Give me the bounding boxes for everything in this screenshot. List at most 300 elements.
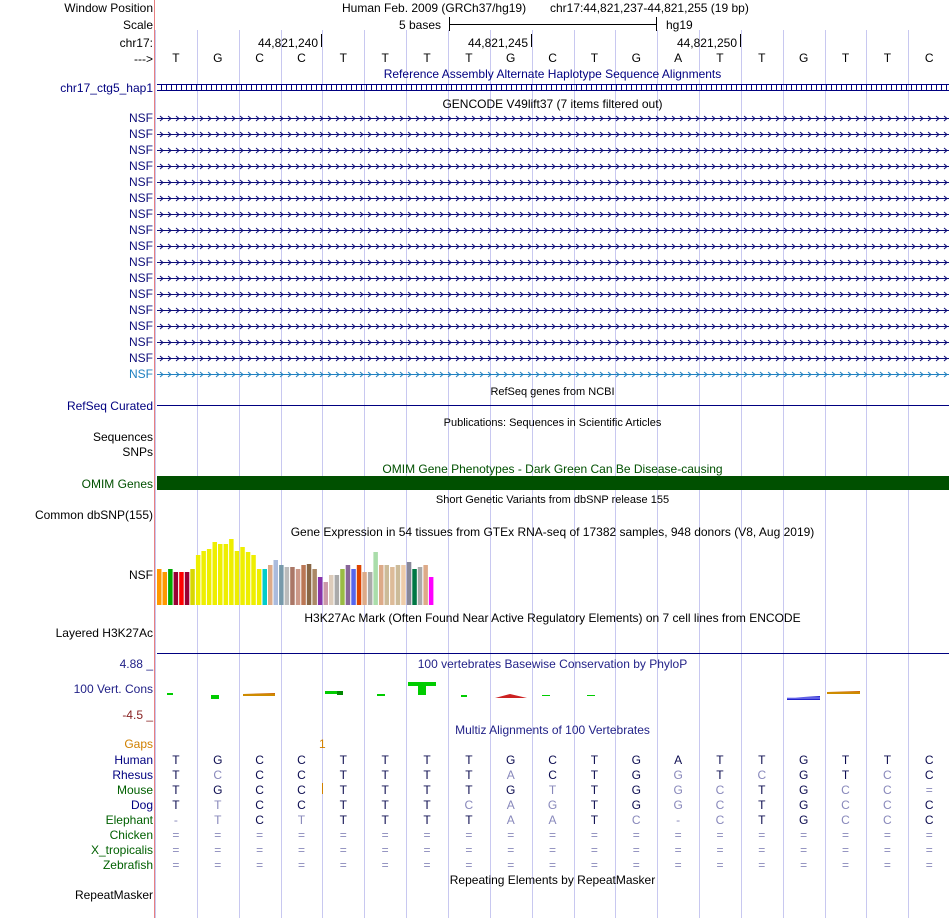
species-label[interactable]: Elephant: [105, 813, 153, 827]
alignment-base: A: [506, 768, 515, 782]
alignment-base: G: [631, 753, 641, 767]
gtex-tissue-bar: [257, 569, 262, 605]
alignment-base: G: [799, 783, 809, 797]
alignment-base: A: [548, 813, 557, 827]
alignment-base: C: [548, 768, 557, 782]
gtex-tissue-bar: [229, 539, 234, 605]
alignment-base: =: [716, 828, 724, 842]
alignment-base: -: [173, 813, 178, 827]
species-label[interactable]: X_tropicalis: [90, 843, 153, 857]
gtex-tissue-bar: [346, 565, 351, 605]
alignment-base: =: [507, 828, 515, 842]
alignment-base: =: [465, 828, 473, 842]
alignment-base: T: [214, 798, 222, 812]
phylop-score: [542, 695, 550, 696]
phylop-score: [211, 695, 219, 699]
alignment-base: T: [339, 753, 347, 767]
gtex-tissue-bar: [213, 542, 218, 605]
alignment-base: T: [381, 768, 389, 782]
reference-base: T: [716, 51, 724, 65]
alignment-base: T: [716, 753, 724, 767]
alignment-base: C: [841, 783, 850, 797]
alignment-base: T: [590, 768, 599, 782]
gtex-tissue-bar: [379, 565, 384, 605]
gencode-item-label[interactable]: NSF: [129, 239, 153, 253]
alignment-base: T: [172, 753, 180, 767]
alignment-base: =: [423, 828, 431, 842]
strand-arrow: --->: [134, 52, 153, 66]
alignment-base: T: [758, 753, 766, 767]
alignment-base: =: [297, 858, 305, 872]
refseq-title: RefSeq genes from NCBI: [490, 386, 615, 398]
alignment-base: C: [255, 768, 264, 782]
gencode-item-label[interactable]: NSF: [129, 367, 153, 381]
alignment-base: =: [842, 858, 850, 872]
alignment-base: =: [214, 828, 222, 842]
alignment-base: G: [673, 768, 683, 782]
gencode-item-label[interactable]: NSF: [129, 271, 153, 285]
alignment-base: T: [381, 798, 389, 812]
gencode-transcript[interactable]: [157, 147, 949, 154]
alignment-base: =: [674, 858, 682, 872]
alignment-base: =: [758, 858, 766, 872]
species-label[interactable]: Human: [114, 753, 153, 767]
alignment-base: =: [214, 843, 222, 857]
publications-title: Publications: Sequences in Scientific Articles: [443, 417, 662, 429]
alignment-base: T: [423, 798, 431, 812]
alignment-base: =: [549, 828, 557, 842]
alignment-base: =: [800, 828, 808, 842]
reference-base: T: [758, 51, 766, 65]
gtex-tissue-bar: [290, 567, 295, 605]
phylop-score: [587, 695, 595, 696]
repeatmasker-label[interactable]: RepeatMasker: [74, 888, 153, 902]
gtex-tissue-bar: [196, 555, 201, 605]
alignment-base: G: [799, 768, 809, 782]
gtex-tissue-bar: [418, 567, 423, 605]
gencode-item-label[interactable]: NSF: [129, 191, 153, 205]
gtex-tissue-bar: [190, 569, 195, 605]
alignment-base: T: [465, 783, 473, 797]
alt-haplo-title: Reference Assembly Alternate Haplotype Sequence Alignments: [383, 67, 722, 81]
alignment-base: =: [549, 843, 557, 857]
reference-base: T: [465, 51, 473, 65]
gtex-tissue-bar: [179, 572, 184, 605]
alignment-base: =: [381, 843, 389, 857]
alignment-base: =: [214, 858, 222, 872]
alignment-base: =: [465, 858, 473, 872]
refseq-line[interactable]: [157, 405, 949, 406]
gencode-item-label[interactable]: NSF: [129, 143, 153, 157]
gencode-transcript[interactable]: [157, 115, 949, 122]
alignment-base: G: [799, 753, 809, 767]
alignment-base: =: [716, 843, 724, 857]
ruler-tick-label: 44,821,240: [257, 36, 318, 50]
h3k27ac-signal-line: [157, 653, 949, 654]
alignment-base: =: [758, 828, 766, 842]
reference-base: C: [255, 51, 264, 65]
gencode-transcript[interactable]: [157, 355, 949, 362]
alignment-base: T: [716, 768, 724, 782]
gencode-transcript[interactable]: [157, 291, 949, 298]
reference-base: G: [213, 51, 223, 65]
species-label[interactable]: Mouse: [116, 783, 153, 797]
gencode-item-label[interactable]: NSF: [129, 159, 153, 173]
alt-haplo-label[interactable]: chr17_ctg5_hap1: [60, 81, 153, 95]
alignment-base: T: [339, 813, 347, 827]
alignment-base: C: [297, 768, 306, 782]
gencode-item-label[interactable]: NSF: [129, 223, 153, 237]
scale-db: hg19: [666, 18, 693, 32]
gencode-transcript[interactable]: [157, 243, 949, 250]
alignment-base: T: [590, 783, 599, 797]
alignment-base: C: [883, 783, 892, 797]
alignment-base: T: [339, 768, 347, 782]
gtex-tissue-bar: [390, 567, 395, 605]
alignment-base: =: [507, 858, 515, 872]
alignment-base: C: [924, 768, 934, 782]
alignment-base: C: [841, 813, 850, 827]
gencode-item-label[interactable]: NSF: [129, 319, 153, 333]
alignment-base: =: [883, 843, 891, 857]
alignment-base: T: [758, 798, 766, 812]
scale-label: Scale: [122, 18, 153, 32]
alignment-base: C: [715, 783, 725, 797]
alignment-base: T: [465, 813, 473, 827]
alignment-base: C: [255, 783, 264, 797]
publications-snps-label[interactable]: SNPs: [122, 445, 153, 459]
alignment-base: T: [423, 783, 431, 797]
chrom-label: chr17:: [119, 36, 153, 50]
alignment-base: T: [465, 768, 473, 782]
reference-base: T: [423, 51, 431, 65]
gtex-title: Gene Expression in 54 tissues from GTEx RNA-seq of 17382 samples, 948 donors (V8, Aug 2019): [290, 525, 815, 539]
scale-bar: [449, 17, 657, 31]
reference-base: T: [381, 51, 389, 65]
alignment-base: =: [381, 858, 389, 872]
gencode-transcript[interactable]: [157, 323, 949, 330]
alignment-base: =: [339, 858, 347, 872]
alignment-base: T: [423, 753, 431, 767]
omim-label[interactable]: OMIM Genes: [81, 477, 153, 491]
gtex-tissue-bar: [174, 572, 179, 605]
alignment-base: C: [883, 813, 892, 827]
alignment-base: C: [255, 753, 264, 767]
gtex-tissue-bar: [307, 564, 312, 605]
alignment-base: G: [506, 753, 516, 767]
gtex-tissue-bar: [329, 575, 334, 605]
gtex-tissue-bar: [362, 572, 367, 605]
multiz-title: Multiz Alignments of 100 Vertebrates: [455, 723, 650, 737]
alignment-base: C: [464, 798, 474, 812]
mouse-gap-tick: [322, 783, 323, 794]
gencode-transcript[interactable]: [157, 179, 949, 186]
gtex-tissue-bar: [251, 555, 256, 605]
alignment-base: =: [590, 828, 598, 842]
gencode-item-label[interactable]: NSF: [129, 287, 153, 301]
alignment-base: T: [548, 783, 557, 797]
alignment-base: =: [925, 828, 933, 842]
alignment-base: G: [631, 768, 641, 782]
gtex-tissue-bar: [368, 572, 373, 605]
alignment-base: C: [548, 753, 557, 767]
alignment-base: G: [673, 783, 683, 797]
publications-sequences-label[interactable]: Sequences: [92, 430, 153, 444]
gtex-tissue-bar: [218, 544, 223, 605]
gencode-transcript[interactable]: [157, 275, 949, 282]
species-label[interactable]: Rhesus: [112, 768, 153, 782]
ruler-tick-mark: [531, 34, 532, 47]
alignment-base: =: [800, 843, 808, 857]
gencode-item-label[interactable]: NSF: [129, 175, 153, 189]
phylop-score: [337, 691, 343, 695]
alignment-base: C: [255, 798, 264, 812]
gaps-label[interactable]: Gaps: [124, 737, 153, 751]
alignment-base: T: [465, 753, 473, 767]
label-column-border: [154, 0, 155, 918]
alignment-base: =: [423, 843, 431, 857]
phylop-score: [167, 693, 173, 695]
alignment-base: =: [256, 828, 264, 842]
gtex-tissue-bar: [429, 577, 434, 605]
alignment-base: T: [172, 768, 180, 782]
gtex-bar-chart[interactable]: [155, 538, 535, 606]
gencode-item-label[interactable]: NSF: [129, 207, 153, 221]
gencode-transcript[interactable]: [157, 211, 949, 218]
gtex-tissue-bar: [201, 551, 206, 605]
alignment-base: =: [172, 858, 180, 872]
gtex-tissue-bar: [385, 565, 390, 605]
alignment-base: =: [800, 858, 808, 872]
alignment-base: =: [297, 843, 305, 857]
alignment-base: C: [255, 813, 264, 827]
dbsnp-label[interactable]: Common dbSNP(155): [34, 508, 153, 522]
alignment-base: T: [172, 798, 180, 812]
alignment-base: =: [925, 843, 933, 857]
reference-base: T: [841, 51, 850, 65]
gtex-tissue-bar: [274, 560, 279, 605]
assembly-name: Human Feb. 2009 (GRCh37/hg19): [342, 1, 527, 15]
alignment-base: T: [172, 783, 180, 797]
gtex-tissue-bar: [285, 567, 290, 605]
gencode-transcript[interactable]: [157, 307, 949, 314]
alignment-base: A: [674, 753, 683, 767]
omim-gene-bar[interactable]: [157, 476, 949, 490]
alignment-base: =: [883, 828, 891, 842]
h3k27ac-label[interactable]: Layered H3K27Ac: [55, 626, 153, 640]
alignment-base: C: [924, 753, 934, 767]
scale-text: 5 bases: [399, 18, 442, 32]
gencode-item-label[interactable]: NSF: [129, 111, 153, 125]
reference-base: T: [883, 51, 892, 65]
reference-base: G: [631, 51, 641, 65]
alignment-base: T: [841, 768, 850, 782]
h3k27ac-title: H3K27Ac Mark (Often Found Near Active Regulatory Elements) on 7 cell lines from ENCODE: [304, 611, 801, 625]
alignment-base: =: [842, 843, 850, 857]
phylop-title: 100 vertebrates Basewise Conservation by PhyloP: [417, 657, 688, 671]
alignment-base: =: [297, 828, 305, 842]
alignment-base: C: [883, 768, 892, 782]
gtex-tissue-bar: [157, 569, 162, 605]
gencode-transcript[interactable]: [157, 227, 949, 234]
alignment-base: G: [547, 798, 558, 812]
reference-base: T: [590, 51, 599, 65]
ruler-tick-mark: [740, 34, 741, 47]
gap-mark: 1: [319, 737, 326, 751]
ruler-tick-label: 44,821,245: [467, 36, 528, 50]
dbsnp-title: Short Genetic Variants from dbSNP release 155: [435, 494, 670, 506]
alignment-base: =: [632, 828, 640, 842]
gencode-transcript[interactable]: [157, 371, 949, 378]
gtex-tissue-bar: [423, 565, 428, 605]
alignment-base: =: [339, 843, 347, 857]
gencode-transcript[interactable]: [157, 259, 949, 266]
alignment-base: T: [883, 753, 892, 767]
alignment-base: =: [883, 858, 891, 872]
gtex-tissue-bar: [296, 569, 301, 605]
alignment-base: =: [590, 858, 598, 872]
alignment-base: G: [799, 813, 809, 827]
reference-base: C: [297, 51, 306, 65]
phylop-score: [418, 682, 426, 695]
alignment-base: G: [799, 798, 809, 812]
gtex-tissue-bar: [318, 577, 323, 605]
window-position-label: Window Position: [64, 1, 153, 15]
gtex-tissue-bar: [335, 575, 340, 605]
alignment-base: =: [381, 828, 389, 842]
gtex-tissue-bar: [324, 582, 329, 605]
alignment-base: =: [256, 843, 264, 857]
alignment-base: C: [297, 753, 306, 767]
alignment-base: G: [673, 798, 683, 812]
alignment-base: =: [674, 843, 682, 857]
alignment-base: C: [297, 798, 306, 812]
phylop-score: [377, 694, 385, 696]
alignment-base: T: [381, 813, 389, 827]
alignment-base: =: [925, 858, 933, 872]
alignment-base: T: [758, 813, 766, 827]
alignment-base: G: [213, 783, 223, 797]
reference-base: G: [799, 51, 809, 65]
alignment-base: T: [381, 783, 389, 797]
gencode-item-label[interactable]: NSF: [129, 127, 153, 141]
alignment-base: -: [676, 813, 681, 827]
gtex-tissue-bar: [268, 565, 273, 605]
gtex-tissue-bar: [224, 544, 229, 605]
gtex-tissue-bar: [279, 565, 284, 605]
alignment-base: T: [381, 753, 389, 767]
alignment-base: C: [924, 813, 934, 827]
alignment-base: T: [590, 753, 599, 767]
alignment-base: T: [423, 768, 431, 782]
alignment-base: =: [507, 843, 515, 857]
alignment-base: C: [841, 798, 850, 812]
alignment-base: =: [549, 858, 557, 872]
alignment-base: G: [506, 783, 516, 797]
gencode-item-label[interactable]: NSF: [129, 303, 153, 317]
gtex-tissue-bar: [351, 569, 356, 605]
alignment-base: =: [172, 843, 180, 857]
gtex-tissue-bar: [168, 569, 173, 605]
phylop-min: -4.5 _: [122, 708, 153, 722]
gtex-tissue-bar: [263, 569, 268, 605]
alt-haplo-alignment[interactable]: [157, 84, 949, 91]
ruler-tick-label: 44,821,250: [676, 36, 737, 50]
reference-base: G: [506, 51, 516, 65]
gtex-tissue-bar: [185, 572, 190, 605]
genome-position: chr17:44,821,237-44,821,255 (19 bp): [550, 1, 749, 15]
gtex-tissue-bar: [373, 552, 378, 605]
repeatmasker-title: Repeating Elements by RepeatMasker: [449, 873, 656, 887]
alignment-base: C: [715, 813, 725, 827]
reference-base: T: [172, 51, 180, 65]
gtex-tissue-bar: [235, 551, 240, 605]
phylop-score: [495, 694, 527, 698]
gtex-tissue-bar: [396, 565, 401, 605]
gtex-tissue-bar: [401, 565, 406, 605]
gtex-tissue-bar: [412, 569, 417, 605]
gtex-tissue-bar: [312, 569, 317, 605]
alignment-base: =: [632, 843, 640, 857]
omim-title: OMIM Gene Phenotypes - Dark Green Can Be Disease-causing: [382, 462, 723, 476]
gencode-title: GENCODE V49lift37 (7 items filtered out): [442, 97, 663, 111]
alignment-base: A: [506, 813, 515, 827]
gencode-transcript[interactable]: [157, 163, 949, 170]
gtex-tissue-bar: [207, 549, 212, 605]
refseq-label[interactable]: RefSeq Curated: [66, 399, 153, 413]
alignment-base: C: [924, 798, 934, 812]
alignment-base: G: [631, 798, 641, 812]
reference-base: C: [548, 51, 557, 65]
gencode-transcript[interactable]: [157, 195, 949, 202]
alignment-base: C: [757, 768, 767, 782]
gencode-transcript[interactable]: [157, 131, 949, 138]
alignment-base: =: [590, 843, 598, 857]
alignment-base: C: [883, 798, 892, 812]
alignment-base: =: [758, 843, 766, 857]
gtex-label[interactable]: NSF: [129, 568, 153, 582]
species-label[interactable]: Zebrafish: [102, 858, 153, 872]
alignment-base: G: [213, 753, 223, 767]
gencode-item-label[interactable]: NSF: [129, 255, 153, 269]
alignment-base: =: [172, 828, 180, 842]
reference-base: T: [339, 51, 347, 65]
alignment-base: =: [256, 858, 264, 872]
alignment-base: =: [465, 843, 473, 857]
gencode-transcript[interactable]: [157, 339, 949, 346]
gtex-tissue-bar: [163, 572, 168, 605]
alignment-base: A: [506, 798, 515, 812]
alignment-base: T: [297, 813, 306, 827]
phylop-label[interactable]: 100 Vert. Cons: [73, 682, 153, 696]
alignment-base: T: [590, 798, 599, 812]
phylop-score: [461, 695, 467, 697]
alignment-base: =: [716, 858, 724, 872]
alignment-base: T: [841, 753, 850, 767]
alignment-base: G: [631, 783, 641, 797]
alignment-base: =: [339, 828, 347, 842]
gtex-tissue-bar: [407, 562, 412, 605]
species-label[interactable]: Dog: [130, 798, 153, 812]
gtex-tissue-bar: [340, 569, 345, 605]
phylop-plot[interactable]: [155, 670, 950, 720]
gencode-item-label[interactable]: NSF: [129, 351, 153, 365]
alignment-base: T: [214, 813, 222, 827]
reference-base: A: [674, 51, 683, 65]
species-label[interactable]: Chicken: [109, 828, 153, 842]
gencode-item-label[interactable]: NSF: [129, 335, 153, 349]
alignment-base: =: [674, 828, 682, 842]
